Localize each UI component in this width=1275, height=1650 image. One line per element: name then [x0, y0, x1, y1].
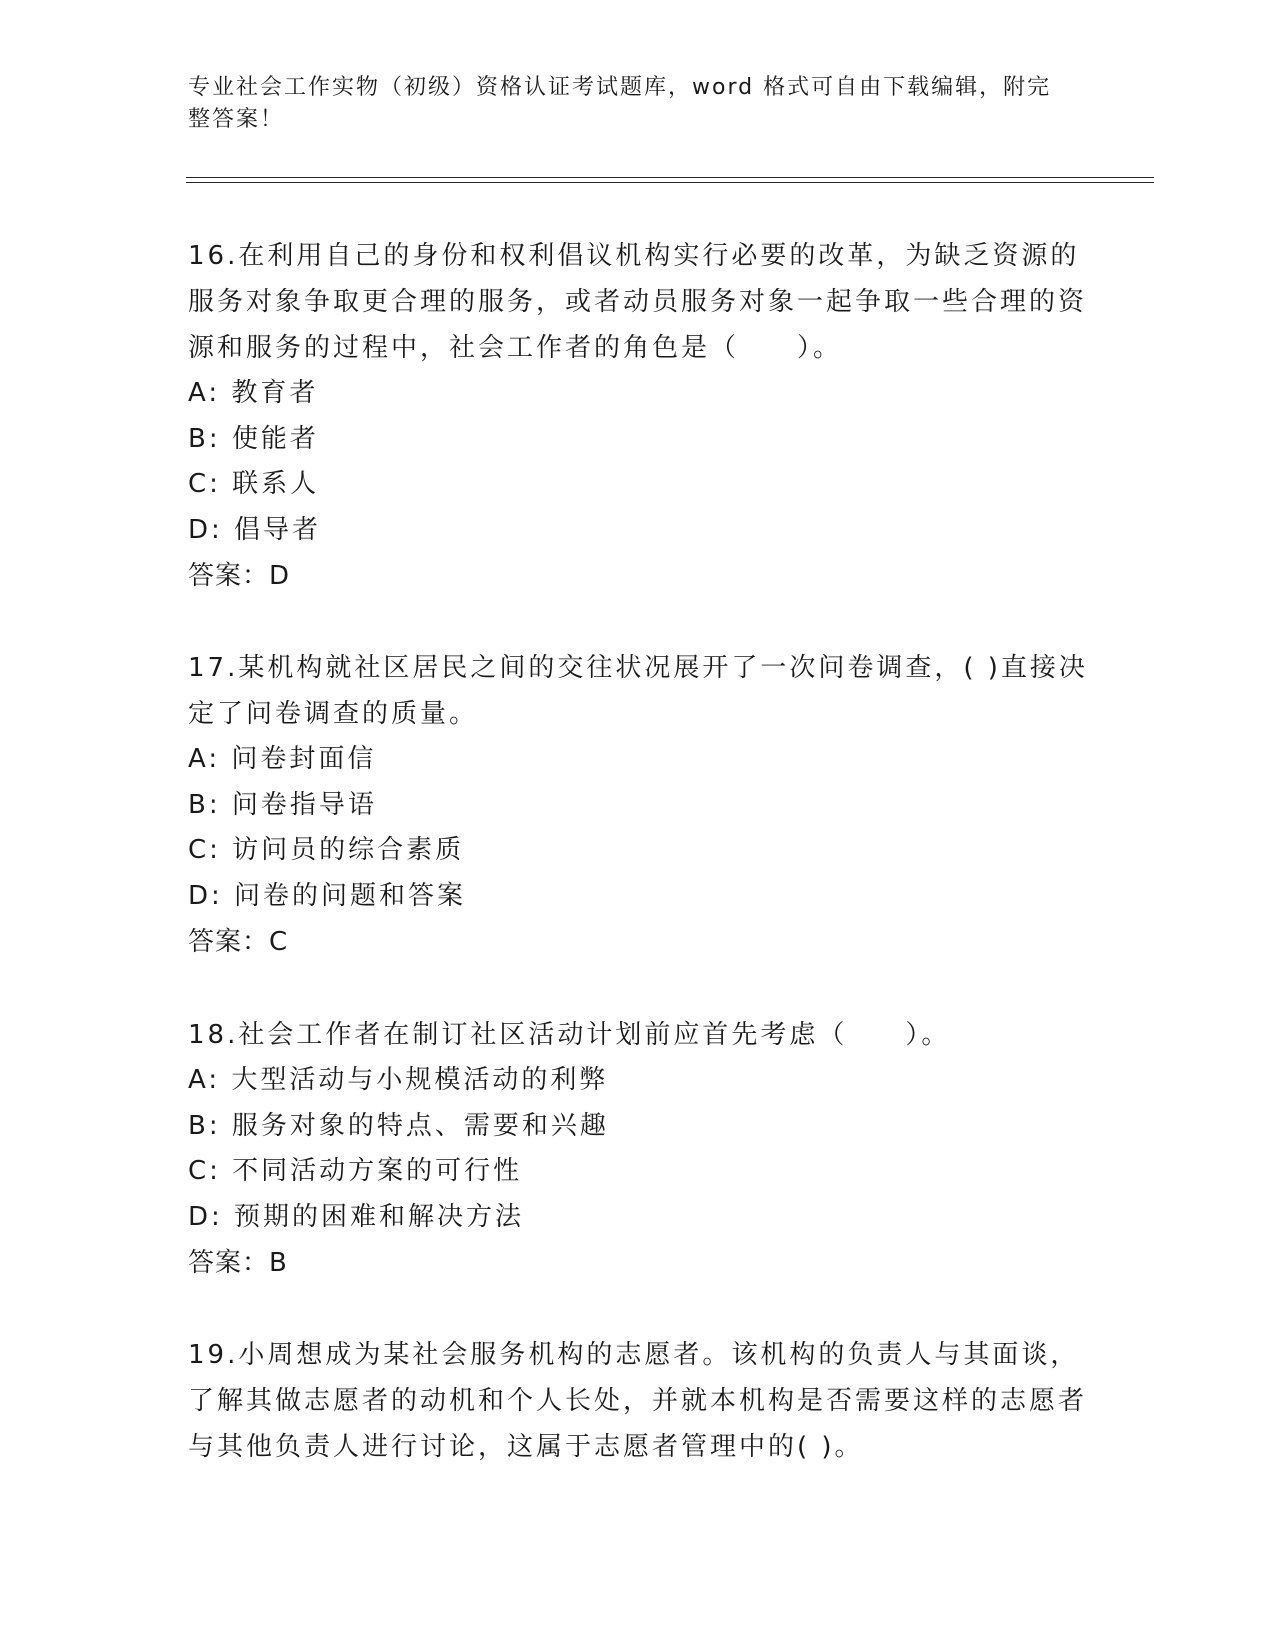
question-16 — [188, 233, 1088, 599]
option-c: C: 访问员的综合素质 — [188, 835, 465, 865]
option-c: C: 不同活动方案的可行性 — [188, 1156, 523, 1186]
question-stem: 16.在利用自己的身份和权利倡议机构实行必要的改革，为缺乏资源的服务对象争取更合理的服务，或者动员服务对象一起争取一些合理的资源和服务的过程中，社会工作者的角色是（ ）。 — [188, 241, 1088, 363]
question-19 — [188, 1332, 1088, 1470]
option-d: D: 倡导者 — [188, 514, 322, 545]
option-a: A: 大型活动与小规模活动的利弊 — [188, 1065, 609, 1095]
question-stem: 17.某机构就社区居民之间的交往状况展开了一次问卷调查，( )直接决定了问卷调查的质量。 — [188, 653, 1088, 729]
answer: 答案：D — [188, 561, 291, 591]
option-c: C: 联系人 — [188, 469, 320, 499]
option-d: D: 问卷的问题和答案 — [188, 880, 467, 911]
option-a: A: 问卷封面信 — [188, 744, 377, 774]
answer: 答案：B — [188, 1248, 288, 1278]
question-stem: 19.小周想成为某社会服务机构的志愿者。该机构的负责人与其面谈，了解其做志愿者的动机和个人长处，并就本机构是否需要这样的志愿者与其他负责人进行讨论，这属于志愿者管理中的( )。 — [188, 1340, 1088, 1462]
question-17 — [188, 645, 1088, 965]
option-b: B: 使能者 — [188, 423, 319, 454]
header-divider-bottom — [186, 182, 1154, 183]
option-b: B: 问卷指导语 — [188, 789, 377, 820]
header-divider-top — [186, 177, 1154, 178]
question-18 — [188, 1012, 1088, 1286]
question-stem: 18.社会工作者在制订社区活动计划前应首先考虑（ ）。 — [188, 1020, 951, 1050]
answer: 答案：C — [188, 927, 289, 957]
option-a: A: 教育者 — [188, 378, 319, 408]
document-header: 专业社会工作实物（初级）资格认证考试题库，word 格式可自由下载编辑，附完整答案！ — [188, 75, 1052, 132]
option-d: D: 预期的困难和解决方法 — [188, 1201, 525, 1232]
option-b: B: 服务对象的特点、需要和兴趣 — [188, 1110, 609, 1141]
